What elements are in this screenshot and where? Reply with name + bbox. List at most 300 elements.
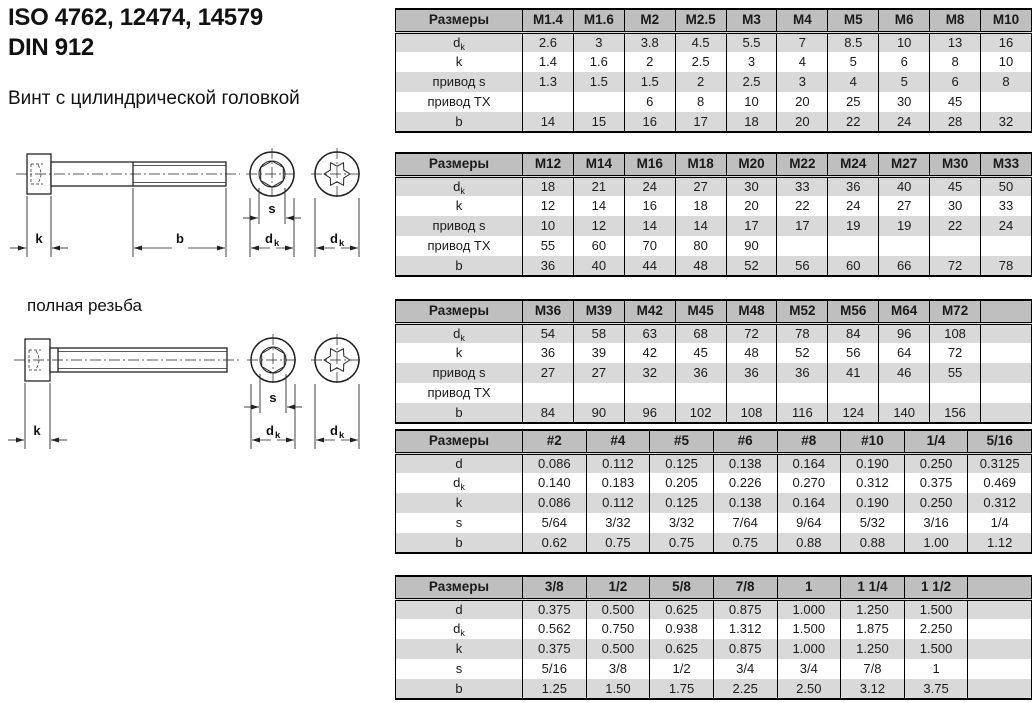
size-column-header: M52 — [777, 300, 828, 323]
value-cell: 1 — [904, 659, 968, 679]
size-column-header: 5/16 — [968, 430, 1032, 453]
value-cell: 140 — [879, 403, 930, 423]
value-cell: 70 — [624, 236, 675, 256]
value-cell: 64 — [879, 343, 930, 363]
value-cell: 1/4 — [968, 513, 1032, 533]
value-cell: 108 — [930, 323, 981, 343]
value-cell: 1.500 — [904, 599, 968, 619]
value-cell: 0.375 — [904, 473, 968, 493]
value-cell: 0.625 — [650, 599, 714, 619]
value-cell: 3 — [726, 52, 777, 72]
value-cell: 0.62 — [523, 533, 587, 553]
value-cell: 0.75 — [713, 533, 777, 553]
value-cell: 2 — [624, 52, 675, 72]
size-column-header: M8 — [930, 9, 981, 32]
title-standards: ISO 4762, 12474, 14579 — [8, 4, 263, 31]
value-cell: 14 — [675, 216, 726, 236]
dim-label-dk: d — [265, 231, 273, 246]
size-column-header: 3/8 — [523, 576, 587, 599]
tables-panel — [395, 0, 1032, 703]
table-row — [396, 323, 1032, 343]
value-cell: 33 — [777, 176, 828, 196]
size-column-header: 1 1/4 — [841, 576, 905, 599]
value-cell: 54 — [523, 323, 574, 343]
value-cell: 32 — [981, 112, 1032, 132]
value-cell: 8 — [930, 52, 981, 72]
value-cell: 8.5 — [828, 32, 879, 52]
size-column-header: 1 — [777, 576, 841, 599]
hex-socket-end-view — [247, 334, 299, 386]
page-title — [8, 3, 263, 63]
value-cell: 55 — [930, 363, 981, 383]
value-cell: 0.226 — [713, 473, 777, 493]
value-cell: 116 — [777, 403, 828, 423]
size-column-header: M16 — [624, 153, 675, 176]
value-cell: 0.138 — [713, 453, 777, 473]
drawing-partial-thread — [0, 140, 393, 270]
sizes-header-label: Размеры — [396, 153, 523, 176]
table-row — [396, 196, 1032, 216]
value-cell: 16 — [624, 196, 675, 216]
value-cell: 14 — [573, 196, 624, 216]
dim-label-dk: d — [330, 423, 338, 438]
row-label: b — [455, 404, 463, 420]
value-cell: 0.469 — [968, 473, 1032, 493]
dim-label-dk-sub: k — [339, 430, 345, 441]
dim-k-lines — [8, 383, 67, 449]
value-cell: 14 — [523, 112, 574, 132]
value-cell: 90 — [573, 403, 624, 423]
value-cell: 45 — [930, 176, 981, 196]
value-cell: 15 — [573, 112, 624, 132]
value-cell: 0.75 — [586, 533, 650, 553]
value-cell: 0.875 — [713, 639, 777, 659]
value-cell: 48 — [675, 256, 726, 276]
table-header-row — [396, 576, 1032, 599]
value-cell: 1.25 — [523, 679, 587, 699]
value-cell: 18 — [523, 176, 574, 196]
value-cell: 0.750 — [586, 619, 650, 639]
value-cell: 72 — [930, 343, 981, 363]
value-cell: 42 — [624, 343, 675, 363]
value-cell: 20 — [726, 196, 777, 216]
row-label: привод s — [432, 218, 486, 234]
dim-dk-torx-lines — [315, 198, 359, 257]
size-column-header: M20 — [726, 153, 777, 176]
size-column-header: 1 1/2 — [904, 576, 968, 599]
value-cell: 72 — [726, 323, 777, 343]
torx-socket-end-view — [311, 334, 363, 386]
value-cell: 21 — [573, 176, 624, 196]
size-column-header: #4 — [586, 430, 650, 453]
value-cell: 8 — [981, 72, 1032, 92]
value-cell: 22 — [930, 216, 981, 236]
size-column-header: #6 — [713, 430, 777, 453]
value-cell: 0.250 — [904, 453, 968, 473]
value-cell: 36 — [726, 363, 777, 383]
dim-label-k: k — [33, 423, 41, 438]
table-header-row — [396, 9, 1032, 32]
value-cell: 56 — [828, 343, 879, 363]
value-cell: 0.500 — [586, 639, 650, 659]
table-row — [396, 403, 1032, 423]
row-label: k — [455, 198, 463, 214]
value-cell: 3/32 — [586, 513, 650, 533]
left-panel — [0, 0, 393, 703]
table-row — [396, 236, 1032, 256]
value-cell: 0.875 — [713, 599, 777, 619]
dim-b-lines — [133, 188, 226, 257]
table-row — [396, 639, 1032, 659]
value-cell: 2.5 — [726, 72, 777, 92]
value-cell: 0.3125 — [968, 453, 1032, 473]
value-cell: 4 — [777, 52, 828, 72]
value-cell: 13 — [930, 32, 981, 52]
value-cell: 40 — [879, 176, 930, 196]
table-row — [396, 453, 1032, 473]
row-label: d — [455, 455, 463, 471]
value-cell: 0.625 — [650, 639, 714, 659]
value-cell: 0.88 — [777, 533, 841, 553]
value-cell: 60 — [573, 236, 624, 256]
value-cell: 10 — [726, 92, 777, 112]
row-label: привод s — [432, 365, 486, 381]
row-label: привод s — [432, 74, 486, 90]
value-cell: 22 — [777, 196, 828, 216]
value-cell: 7/8 — [841, 659, 905, 679]
size-column-header: #8 — [777, 430, 841, 453]
value-cell: 0.312 — [968, 493, 1032, 513]
drawing-full-thread — [0, 330, 393, 455]
value-cell: 48 — [726, 343, 777, 363]
value-cell: 84 — [828, 323, 879, 343]
value-cell: 25 — [828, 92, 879, 112]
value-cell: 5.5 — [726, 32, 777, 52]
value-cell — [981, 323, 1032, 343]
row-label: k — [455, 345, 463, 361]
value-cell: 1.312 — [713, 619, 777, 639]
size-column-header: 7/8 — [713, 576, 777, 599]
value-cell: 1.875 — [841, 619, 905, 639]
value-cell: 24 — [624, 176, 675, 196]
sizes-header-label: Размеры — [396, 576, 523, 599]
value-cell: 0.75 — [650, 533, 714, 553]
size-column-header: M6 — [879, 9, 930, 32]
dim-label-dk-sub: k — [274, 238, 280, 249]
subtitle: Винт с цилиндрической головкой — [8, 88, 300, 109]
value-cell: 84 — [523, 403, 574, 423]
value-cell: 9/64 — [777, 513, 841, 533]
size-column-header: M64 — [879, 300, 930, 323]
row-label: $d_k$ — [453, 178, 465, 196]
value-cell: 63 — [624, 323, 675, 343]
table-row — [396, 533, 1032, 553]
size-column-header: M12 — [523, 153, 574, 176]
value-cell: 0.270 — [777, 473, 841, 493]
value-cell: 3.8 — [624, 32, 675, 52]
dim-label-dk-sub: k — [275, 430, 281, 441]
value-cell: 19 — [828, 216, 879, 236]
table-header-row — [396, 430, 1032, 453]
value-cell — [930, 383, 981, 403]
value-cell: 80 — [675, 236, 726, 256]
value-cell: 30 — [879, 92, 930, 112]
table-row — [396, 112, 1032, 132]
value-cell: 6 — [624, 92, 675, 112]
value-cell — [726, 383, 777, 403]
row-label: s — [455, 515, 463, 531]
value-cell — [624, 383, 675, 403]
size-column-header: M48 — [726, 300, 777, 323]
screw-side-view — [16, 154, 240, 194]
dimensions-table-4 — [395, 429, 1032, 554]
value-cell — [968, 659, 1032, 679]
value-cell: 12 — [523, 196, 574, 216]
value-cell: 20 — [777, 112, 828, 132]
value-cell: 4.5 — [675, 32, 726, 52]
value-cell: 19 — [879, 216, 930, 236]
value-cell — [981, 403, 1032, 423]
value-cell: 36 — [828, 176, 879, 196]
size-column-header: #10 — [841, 430, 905, 453]
size-column-header: M72 — [930, 300, 981, 323]
value-cell — [981, 92, 1032, 112]
value-cell: 66 — [879, 256, 930, 276]
value-cell: 2.5 — [675, 52, 726, 72]
value-cell: 6 — [879, 52, 930, 72]
value-cell — [981, 343, 1032, 363]
table-row — [396, 679, 1032, 699]
value-cell: 18 — [675, 196, 726, 216]
value-cell: 10 — [523, 216, 574, 236]
value-cell: 52 — [726, 256, 777, 276]
hex-socket-end-view — [246, 148, 298, 200]
value-cell: 5/16 — [523, 659, 587, 679]
value-cell: 1/2 — [650, 659, 714, 679]
row-label: b — [455, 534, 463, 550]
value-cell: 0.125 — [650, 493, 714, 513]
row-label: b — [455, 113, 463, 129]
value-cell: 5/64 — [523, 513, 587, 533]
value-cell: 45 — [675, 343, 726, 363]
value-cell: 28 — [930, 112, 981, 132]
value-cell: 0.086 — [523, 453, 587, 473]
table-row — [396, 216, 1032, 236]
value-cell: 58 — [573, 323, 624, 343]
size-column-header: M27 — [879, 153, 930, 176]
value-cell: 50 — [981, 176, 1032, 196]
value-cell: 3/16 — [904, 513, 968, 533]
value-cell: 17 — [777, 216, 828, 236]
value-cell: 1.250 — [841, 599, 905, 619]
value-cell: 2 — [675, 72, 726, 92]
value-cell: 44 — [624, 256, 675, 276]
value-cell: 30 — [726, 176, 777, 196]
value-cell: 90 — [726, 236, 777, 256]
value-cell: 1.5 — [624, 72, 675, 92]
value-cell — [930, 236, 981, 256]
size-column-header: M2.5 — [675, 9, 726, 32]
value-cell: 24 — [981, 216, 1032, 236]
value-cell: 27 — [523, 363, 574, 383]
value-cell: 5/32 — [841, 513, 905, 533]
value-cell: 1.000 — [777, 599, 841, 619]
dim-label-k: k — [35, 231, 43, 246]
value-cell: 68 — [675, 323, 726, 343]
title-din: DIN 912 — [8, 34, 94, 61]
size-column-header: M30 — [930, 153, 981, 176]
row-label: привод TX — [427, 238, 491, 254]
value-cell: 0.164 — [777, 453, 841, 473]
size-column-header: M4 — [777, 9, 828, 32]
size-column-header: M45 — [675, 300, 726, 323]
size-column-header — [981, 300, 1032, 323]
size-column-header: M22 — [777, 153, 828, 176]
row-label: d — [455, 601, 463, 617]
value-cell: 27 — [879, 196, 930, 216]
value-cell — [981, 383, 1032, 403]
table-header-row — [396, 153, 1032, 176]
value-cell: 0.375 — [523, 639, 587, 659]
value-cell: 32 — [624, 363, 675, 383]
dim-label-dk: d — [266, 423, 274, 438]
value-cell: 6 — [930, 72, 981, 92]
size-column-header: M10 — [981, 9, 1032, 32]
value-cell: 0.88 — [841, 533, 905, 553]
value-cell: 1.000 — [777, 639, 841, 659]
size-column-header: #2 — [523, 430, 587, 453]
row-label: $d_k$ — [453, 34, 465, 52]
value-cell: 1.3 — [523, 72, 574, 92]
value-cell: 0.312 — [841, 473, 905, 493]
value-cell — [573, 92, 624, 112]
table-row — [396, 52, 1032, 72]
table-row — [396, 363, 1032, 383]
table-row — [396, 473, 1032, 493]
size-column-header: M14 — [573, 153, 624, 176]
value-cell: 3/4 — [713, 659, 777, 679]
table-row — [396, 493, 1032, 513]
value-cell: 78 — [981, 256, 1032, 276]
size-column-header: M5 — [828, 9, 879, 32]
value-cell: 7 — [777, 32, 828, 52]
value-cell: 1.75 — [650, 679, 714, 699]
value-cell: 16 — [624, 112, 675, 132]
dimensions-table-1 — [395, 8, 1032, 133]
value-cell: 3/8 — [586, 659, 650, 679]
value-cell: 3.75 — [904, 679, 968, 699]
value-cell: 0.125 — [650, 453, 714, 473]
value-cell: 3 — [777, 72, 828, 92]
size-column-header: M36 — [523, 300, 574, 323]
row-label: $d_k$ — [453, 621, 465, 639]
value-cell: 102 — [675, 403, 726, 423]
value-cell: 60 — [828, 256, 879, 276]
value-cell: 27 — [573, 363, 624, 383]
value-cell: 124 — [828, 403, 879, 423]
row-label: k — [455, 641, 463, 657]
screw-side-view — [14, 339, 240, 381]
size-column-header: 5/8 — [650, 576, 714, 599]
value-cell: 46 — [879, 363, 930, 383]
dimensions-table-2 — [395, 152, 1032, 277]
row-label: s — [455, 661, 463, 677]
value-cell: 55 — [523, 236, 574, 256]
value-cell — [777, 236, 828, 256]
value-cell: 1.250 — [841, 639, 905, 659]
value-cell: 5 — [879, 72, 930, 92]
value-cell: 16 — [981, 32, 1032, 52]
value-cell — [828, 236, 879, 256]
value-cell — [981, 363, 1032, 383]
value-cell: 4 — [828, 72, 879, 92]
value-cell: 56 — [777, 256, 828, 276]
torx-socket-end-view — [311, 148, 363, 200]
value-cell: 10 — [879, 32, 930, 52]
table-row — [396, 343, 1032, 363]
full-thread-label: полная резьба — [27, 296, 142, 315]
size-column-header: M3 — [726, 9, 777, 32]
value-cell: 1.500 — [904, 639, 968, 659]
value-cell: 7/64 — [713, 513, 777, 533]
value-cell: 24 — [828, 196, 879, 216]
size-column-header: 1/4 — [904, 430, 968, 453]
dimensions-table-5 — [395, 575, 1032, 700]
value-cell: 2.250 — [904, 619, 968, 639]
value-cell — [523, 92, 574, 112]
value-cell: 3.12 — [841, 679, 905, 699]
table-row — [396, 659, 1032, 679]
value-cell: 0.112 — [586, 453, 650, 473]
value-cell: 0.500 — [586, 599, 650, 619]
sizes-header-label: Размеры — [396, 300, 523, 323]
value-cell: 10 — [981, 52, 1032, 72]
value-cell: 14 — [624, 216, 675, 236]
row-label: $d_k$ — [453, 325, 465, 343]
table-row — [396, 383, 1032, 403]
sizes-header-label: Размеры — [396, 430, 523, 453]
dim-label-s: s — [269, 390, 277, 405]
value-cell — [777, 383, 828, 403]
dim-label-b: b — [176, 231, 184, 246]
size-column-header: 1/2 — [586, 576, 650, 599]
size-column-header: M56 — [828, 300, 879, 323]
value-cell: 1.50 — [586, 679, 650, 699]
value-cell: 1.5 — [573, 72, 624, 92]
sizes-header-label: Размеры — [396, 9, 523, 32]
row-label: k — [455, 54, 463, 70]
value-cell: 2.6 — [523, 32, 574, 52]
value-cell: 2.25 — [713, 679, 777, 699]
value-cell: 96 — [624, 403, 675, 423]
value-cell: 5 — [828, 52, 879, 72]
value-cell: 0.205 — [650, 473, 714, 493]
table-row — [396, 92, 1032, 112]
table-row — [396, 176, 1032, 196]
value-cell: 18 — [726, 112, 777, 132]
value-cell: 12 — [573, 216, 624, 236]
value-cell: 0.190 — [841, 493, 905, 513]
value-cell — [828, 383, 879, 403]
value-cell: 78 — [777, 323, 828, 343]
size-column-header: M39 — [573, 300, 624, 323]
value-cell: 1.500 — [777, 619, 841, 639]
size-column-header: M18 — [675, 153, 726, 176]
value-cell: 36 — [523, 256, 574, 276]
value-cell: 36 — [675, 363, 726, 383]
table-row — [396, 256, 1032, 276]
value-cell — [675, 383, 726, 403]
